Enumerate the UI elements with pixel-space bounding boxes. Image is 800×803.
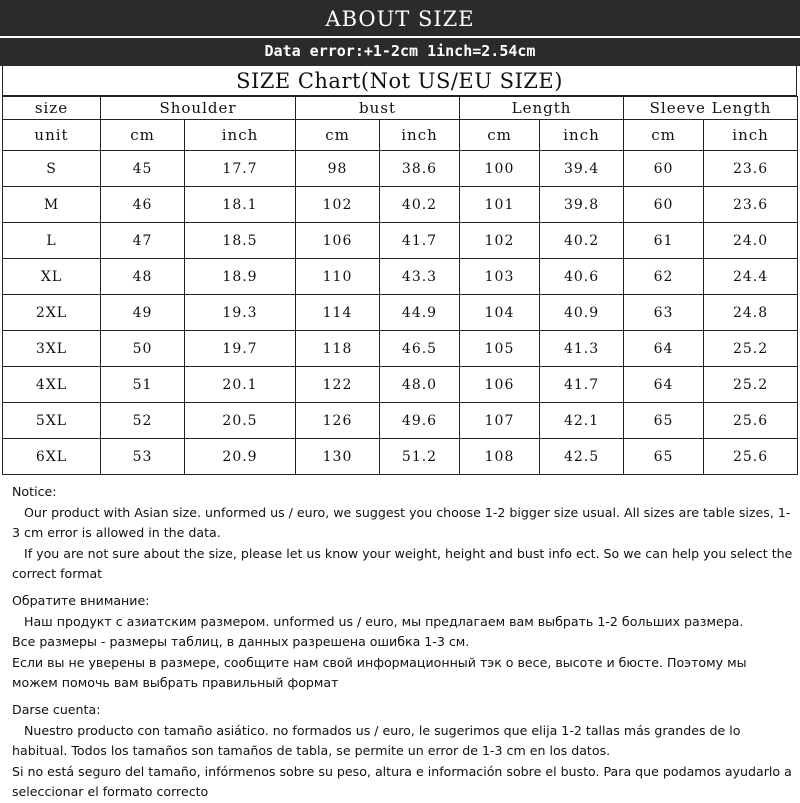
size-label: XL bbox=[3, 259, 101, 295]
measurement-cell: 40.2 bbox=[380, 187, 460, 223]
measurement-cell: 102 bbox=[296, 187, 380, 223]
measurement-cell: 98 bbox=[296, 151, 380, 187]
measurement-cell: 101 bbox=[460, 187, 540, 223]
measurement-cell: 45 bbox=[101, 151, 185, 187]
measurement-cell: 24.4 bbox=[704, 259, 798, 295]
size-table bbox=[2, 96, 798, 475]
measurement-cell: 43.3 bbox=[380, 259, 460, 295]
notice-paragraph: Если вы не уверены в размере, сообщите нам свой информационный тэк о весе, высоте и бюсте. Поэтому мы можем помочь вам выбрать правильный формат bbox=[12, 654, 747, 691]
measurement-cell: 49.6 bbox=[380, 403, 460, 439]
measurement-cell: 19.7 bbox=[185, 331, 296, 367]
notice-heading-es: Darse cuenta: bbox=[12, 701, 101, 717]
unit-cell: inch bbox=[704, 120, 798, 151]
measurement-cell: 51 bbox=[101, 367, 185, 403]
size-label: 4XL bbox=[3, 367, 101, 403]
measurement-cell: 114 bbox=[296, 295, 380, 331]
notice-paragraph: Our product with Asian size. unformed us / euro, we suggest you choose 1-2 bigger size usual. All sizes are table sizes, 1-3 cm error is allowed in the data. bbox=[12, 504, 791, 541]
measurement-cell: 62 bbox=[624, 259, 704, 295]
measurement-cell: 41.7 bbox=[380, 223, 460, 259]
measurement-cell: 19.3 bbox=[185, 295, 296, 331]
measurement-cell: 48 bbox=[101, 259, 185, 295]
table-header-row bbox=[3, 97, 798, 120]
measurement-cell: 42.1 bbox=[540, 403, 624, 439]
measurement-cell: 102 bbox=[460, 223, 540, 259]
unit-cell: cm bbox=[624, 120, 704, 151]
size-label: S bbox=[3, 151, 101, 187]
measurement-cell: 42.5 bbox=[540, 439, 624, 475]
table-row bbox=[3, 151, 798, 187]
notice-section bbox=[12, 482, 796, 803]
measurement-cell: 50 bbox=[101, 331, 185, 367]
table-unit-row bbox=[3, 120, 798, 151]
table-row bbox=[3, 439, 798, 475]
measurement-cell: 41.7 bbox=[540, 367, 624, 403]
table-row bbox=[3, 223, 798, 259]
measurement-cell: 24.0 bbox=[704, 223, 798, 259]
measurement-cell: 25.2 bbox=[704, 367, 798, 403]
header-sleeve-length: Sleeve Length bbox=[624, 97, 798, 120]
measurement-cell: 61 bbox=[624, 223, 704, 259]
measurement-cell: 40.2 bbox=[540, 223, 624, 259]
measurement-cell: 44.9 bbox=[380, 295, 460, 331]
header-shoulder: Shoulder bbox=[101, 97, 296, 120]
measurement-cell: 41.3 bbox=[540, 331, 624, 367]
unit-cell: cm bbox=[460, 120, 540, 151]
measurement-cell: 40.6 bbox=[540, 259, 624, 295]
measurement-cell: 64 bbox=[624, 331, 704, 367]
table-row bbox=[3, 187, 798, 223]
unit-cell: inch bbox=[380, 120, 460, 151]
measurement-cell: 25.6 bbox=[704, 403, 798, 439]
notice-heading-ru: Обратите внимание: bbox=[12, 592, 150, 608]
size-label: 3XL bbox=[3, 331, 101, 367]
measurement-cell: 104 bbox=[460, 295, 540, 331]
notice-paragraph: Все размеры - размеры таблиц, в данных разрешена ошибка 1-3 см. bbox=[12, 634, 470, 650]
measurement-cell: 40.9 bbox=[540, 295, 624, 331]
measurement-cell: 118 bbox=[296, 331, 380, 367]
size-label: M bbox=[3, 187, 101, 223]
banner-title: ABOUT SIZE bbox=[325, 7, 475, 31]
measurement-cell: 46 bbox=[101, 187, 185, 223]
measurement-cell: 38.6 bbox=[380, 151, 460, 187]
size-label: 5XL bbox=[3, 403, 101, 439]
measurement-cell: 20.1 bbox=[185, 367, 296, 403]
size-label: 2XL bbox=[3, 295, 101, 331]
notice-paragraph: Nuestro producto con tamaño asiático. no formados us / euro, le sugerimos que elija 1-2 tallas más grandes de lo habitual. Todos los tamaños son tamaños de tabla, se permite un error de 1-3 cm en los datos. bbox=[12, 722, 741, 759]
measurement-cell: 106 bbox=[296, 223, 380, 259]
measurement-cell: 18.1 bbox=[185, 187, 296, 223]
measurement-cell: 126 bbox=[296, 403, 380, 439]
measurement-cell: 25.2 bbox=[704, 331, 798, 367]
measurement-cell: 103 bbox=[460, 259, 540, 295]
measurement-cell: 65 bbox=[624, 403, 704, 439]
about-size-banner bbox=[0, 0, 800, 66]
measurement-cell: 106 bbox=[460, 367, 540, 403]
table-row bbox=[3, 295, 798, 331]
table-row bbox=[3, 367, 798, 403]
measurement-cell: 108 bbox=[460, 439, 540, 475]
header-length: Length bbox=[460, 97, 624, 120]
header-bust: bust bbox=[296, 97, 460, 120]
chart-title: SIZE Chart(Not US/EU SIZE) bbox=[2, 66, 797, 96]
measurement-cell: 18.5 bbox=[185, 223, 296, 259]
unit-cell: cm bbox=[101, 120, 185, 151]
measurement-cell: 25.6 bbox=[704, 439, 798, 475]
unit-cell: inch bbox=[540, 120, 624, 151]
notice-paragraph: If you are not sure about the size, please let us know your weight, height and bust info ect. So we can help you select the correct format bbox=[12, 545, 793, 582]
measurement-cell: 105 bbox=[460, 331, 540, 367]
unit-cell: cm bbox=[296, 120, 380, 151]
measurement-cell: 107 bbox=[460, 403, 540, 439]
measurement-cell: 60 bbox=[624, 187, 704, 223]
measurement-cell: 51.2 bbox=[380, 439, 460, 475]
unit-label: unit bbox=[3, 120, 101, 151]
measurement-cell: 39.4 bbox=[540, 151, 624, 187]
notice-paragraph: Si no está seguro del tamaño, infórmenos sobre su peso, altura e información sobre el busto. Para que podamos ayudarlo a seleccionar el formato correcto bbox=[12, 763, 792, 800]
measurement-cell: 110 bbox=[296, 259, 380, 295]
measurement-cell: 65 bbox=[624, 439, 704, 475]
measurement-cell: 20.5 bbox=[185, 403, 296, 439]
table-row bbox=[3, 403, 798, 439]
measurement-cell: 49 bbox=[101, 295, 185, 331]
size-label: L bbox=[3, 223, 101, 259]
unit-cell: inch bbox=[185, 120, 296, 151]
measurement-cell: 122 bbox=[296, 367, 380, 403]
measurement-cell: 23.6 bbox=[704, 187, 798, 223]
size-chart bbox=[2, 66, 798, 476]
measurement-cell: 130 bbox=[296, 439, 380, 475]
measurement-cell: 39.8 bbox=[540, 187, 624, 223]
header-size: size bbox=[3, 97, 101, 120]
measurement-cell: 47 bbox=[101, 223, 185, 259]
measurement-cell: 53 bbox=[101, 439, 185, 475]
measurement-cell: 52 bbox=[101, 403, 185, 439]
table-row bbox=[3, 331, 798, 367]
measurement-cell: 17.7 bbox=[185, 151, 296, 187]
notice-heading-en: Notice: bbox=[12, 484, 57, 499]
measurement-cell: 60 bbox=[624, 151, 704, 187]
measurement-cell: 20.9 bbox=[185, 439, 296, 475]
notice-paragraph: Наш продукт с азиатским размером. unformed us / euro, мы предлагаем вам выбрать 1-2 больших размера. bbox=[24, 613, 744, 629]
measurement-cell: 24.8 bbox=[704, 295, 798, 331]
measurement-cell: 18.9 bbox=[185, 259, 296, 295]
banner-subtitle: Data error:+1-2cm 1inch=2.54cm bbox=[264, 42, 536, 60]
table-row bbox=[3, 259, 798, 295]
measurement-cell: 46.5 bbox=[380, 331, 460, 367]
measurement-cell: 63 bbox=[624, 295, 704, 331]
measurement-cell: 100 bbox=[460, 151, 540, 187]
measurement-cell: 23.6 bbox=[704, 151, 798, 187]
size-label: 6XL bbox=[3, 439, 101, 475]
measurement-cell: 48.0 bbox=[380, 367, 460, 403]
measurement-cell: 64 bbox=[624, 367, 704, 403]
